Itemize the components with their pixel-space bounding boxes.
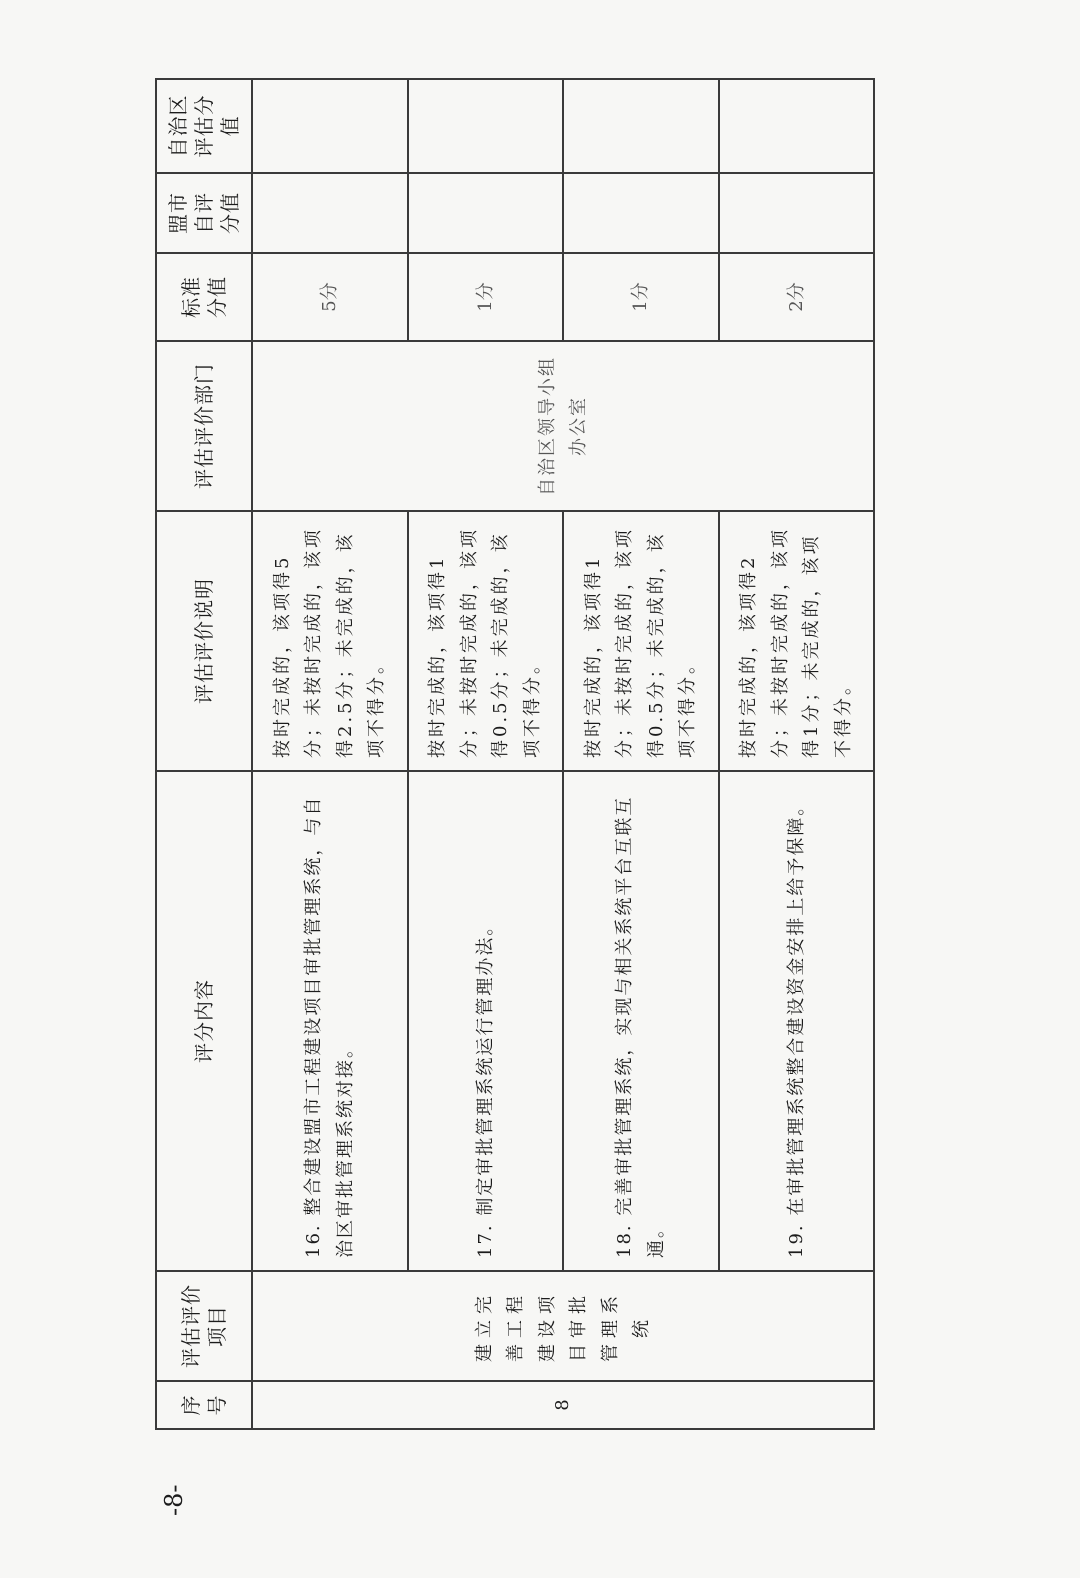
city-self-score-cell <box>408 173 564 253</box>
header-content: 评分内容 <box>156 771 252 1271</box>
header-department: 评估评价部门 <box>156 341 252 511</box>
content-cell: 17. 制定审批管理系统运行管理办法。 <box>408 771 564 1271</box>
city-self-score-cell <box>252 173 408 253</box>
content-cell: 19. 在审批管理系统整合建设资金安排上给予保障。 <box>719 771 875 1271</box>
description-cell: 按时完成的，该项得2分；未按时完成的，该项得1分；未完成的，该项不得分。 <box>719 511 875 771</box>
table-row <box>563 79 719 1429</box>
content-cell: 16. 整合建设盟市工程建设项目审批管理系统，与自治区审批管理系统对接。 <box>252 771 408 1271</box>
city-self-score-cell <box>563 173 719 253</box>
standard-score-cell: 1分 <box>563 253 719 341</box>
page-number <box>160 1446 210 1526</box>
project-cell: 建立完善工程建设项目审批管理系统 <box>252 1271 874 1381</box>
description-cell: 按时完成的，该项得1分；未按时完成的，该项得0.5分；未完成的，该项不得分。 <box>408 511 564 771</box>
content-cell: 18. 完善审批管理系统，实现与相关系统平台互联互通。 <box>563 771 719 1271</box>
page-number-text: -8- <box>160 1484 188 1516</box>
header-project: 评估评价项目 <box>156 1271 252 1381</box>
standard-score-cell: 5分 <box>252 253 408 341</box>
region-score-cell <box>563 79 719 173</box>
city-self-score-cell <box>719 173 875 253</box>
description-cell: 按时完成的，该项得1分；未按时完成的，该项得0.5分；未完成的，该项不得分。 <box>563 511 719 771</box>
department-cell: 自治区领导小组办公室 <box>252 341 874 511</box>
table-row <box>408 79 564 1429</box>
header-region-score: 自治区评估分值 <box>156 79 252 173</box>
table-row <box>719 79 875 1429</box>
seq-cell: 8 <box>252 1381 874 1429</box>
header-seq: 序号 <box>156 1381 252 1429</box>
header-city-self-score: 盟市自评分值 <box>156 173 252 253</box>
header-description: 评估评价说明 <box>156 511 252 771</box>
table-row <box>252 79 408 1429</box>
table-header-row <box>156 79 252 1429</box>
region-score-cell <box>252 79 408 173</box>
description-cell: 按时完成的，该项得5分；未按时完成的，该项得2.5分；未完成的，该项不得分。 <box>252 511 408 771</box>
evaluation-table-rotated <box>155 80 875 1430</box>
standard-score-cell: 2分 <box>719 253 875 341</box>
region-score-cell <box>408 79 564 173</box>
header-standard-score: 标准分值 <box>156 253 252 341</box>
standard-score-cell: 1分 <box>408 253 564 341</box>
region-score-cell <box>719 79 875 173</box>
evaluation-table <box>155 78 875 1430</box>
